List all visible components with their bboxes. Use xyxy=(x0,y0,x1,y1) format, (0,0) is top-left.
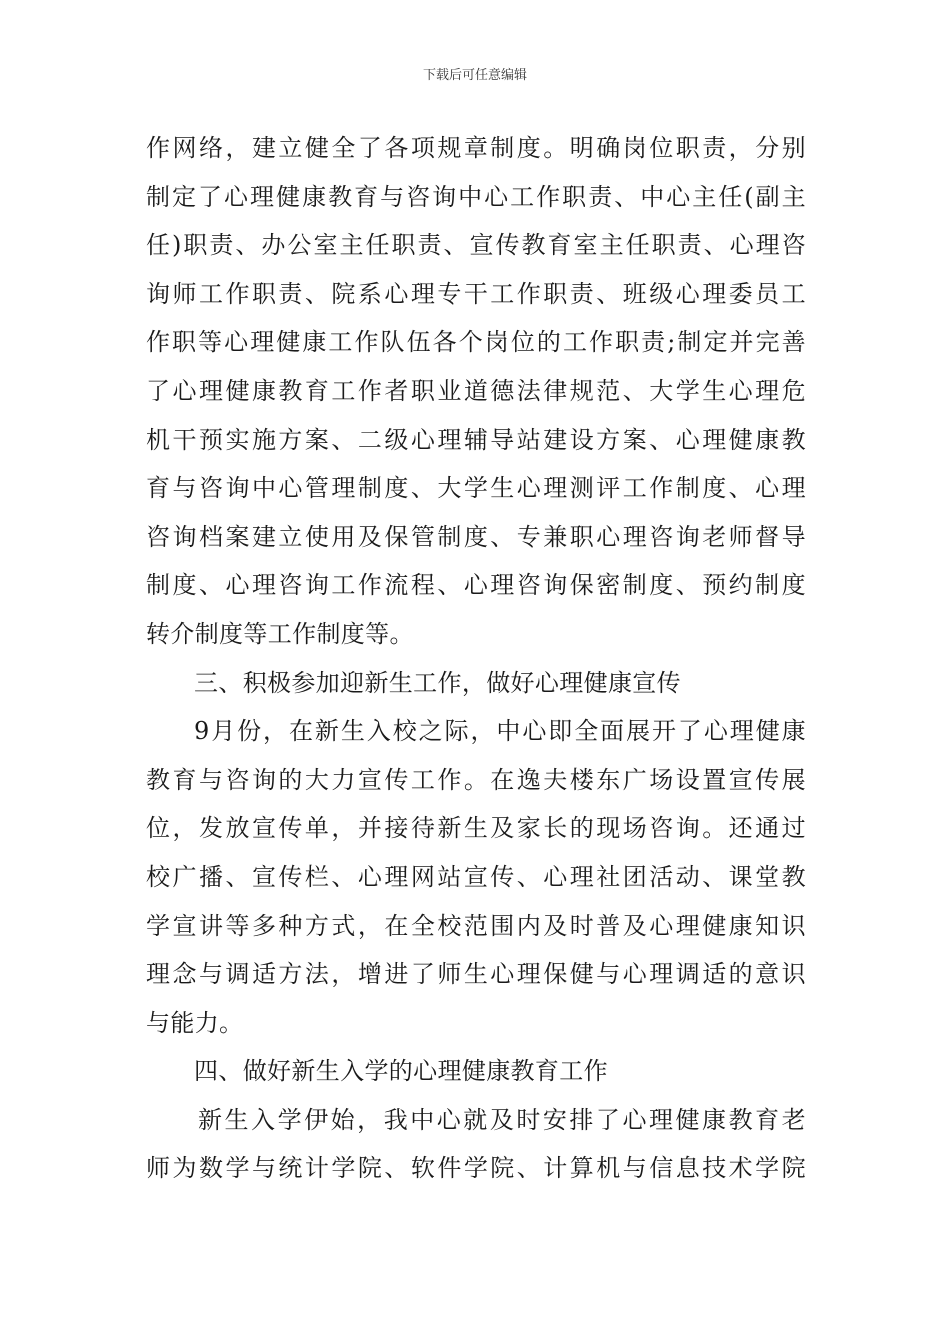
body-line: 校广播、宣传栏、心理网站宣传、心理社团活动、课堂教 xyxy=(146,862,806,891)
body-line: 与能力。 xyxy=(146,1008,244,1037)
body-line: 机干预实施方案、二级心理辅导站建设方案、心理健康教 xyxy=(146,425,806,454)
body-line: 作网络，建立健全了各项规章制度。明确岗位职责，分别 xyxy=(146,134,806,162)
body-line: 询师工作职责、院系心理专干工作职责、班级心理委员工 xyxy=(146,279,806,308)
body-line: 育与咨询中心管理制度、大学生心理测评工作制度、心理 xyxy=(146,474,806,503)
section-heading: 四、做好新生入学的心理健康教育工作 xyxy=(194,1057,608,1086)
body-line: 了心理健康教育工作者职业道德法律规范、大学生心理危 xyxy=(146,376,806,405)
body-line: 学宣讲等多种方式，在全校范围内及时普及心理健康知识 xyxy=(146,911,806,940)
body-line: 制度、心理咨询工作流程、心理咨询保密制度、预约制度 xyxy=(146,571,806,600)
body-line: 任)职责、办公室主任职责、宣传教育室主任职责、心理咨 xyxy=(146,231,806,260)
page-header: 下载后可任意编辑 xyxy=(422,68,527,83)
body-line: 新生入学伊始，我中心就及时安排了心理健康教育老 xyxy=(198,1105,806,1134)
body-line: 9月份，在新生入校之际，中心即全面展开了心理健康 xyxy=(194,717,806,746)
body-line: 教育与咨询的大力宣传工作。在逸夫楼东广场设置宣传展 xyxy=(146,765,806,794)
body-line: 制定了心理健康教育与咨询中心工作职责、中心主任(副主 xyxy=(146,182,806,211)
body-line: 咨询档案建立使用及保管制度、专兼职心理咨询老师督导 xyxy=(146,522,806,551)
body-line: 转介制度等工作制度等。 xyxy=(146,619,414,648)
section-heading: 三、积极参加迎新生工作，做好心理健康宣传 xyxy=(194,668,681,697)
body-line: 师为数学与统计学院、软件学院、计算机与信息技术学院 xyxy=(146,1154,806,1183)
body-line: 理念与调适方法，增进了师生心理保健与心理调适的意识 xyxy=(146,960,806,989)
body-line: 位，发放宣传单，并接待新生及家长的现场咨询。还通过 xyxy=(146,814,806,843)
document-body xyxy=(146,124,806,1193)
body-line: 作职等心理健康工作队伍各个岗位的工作职责;制定并完善 xyxy=(146,328,806,357)
